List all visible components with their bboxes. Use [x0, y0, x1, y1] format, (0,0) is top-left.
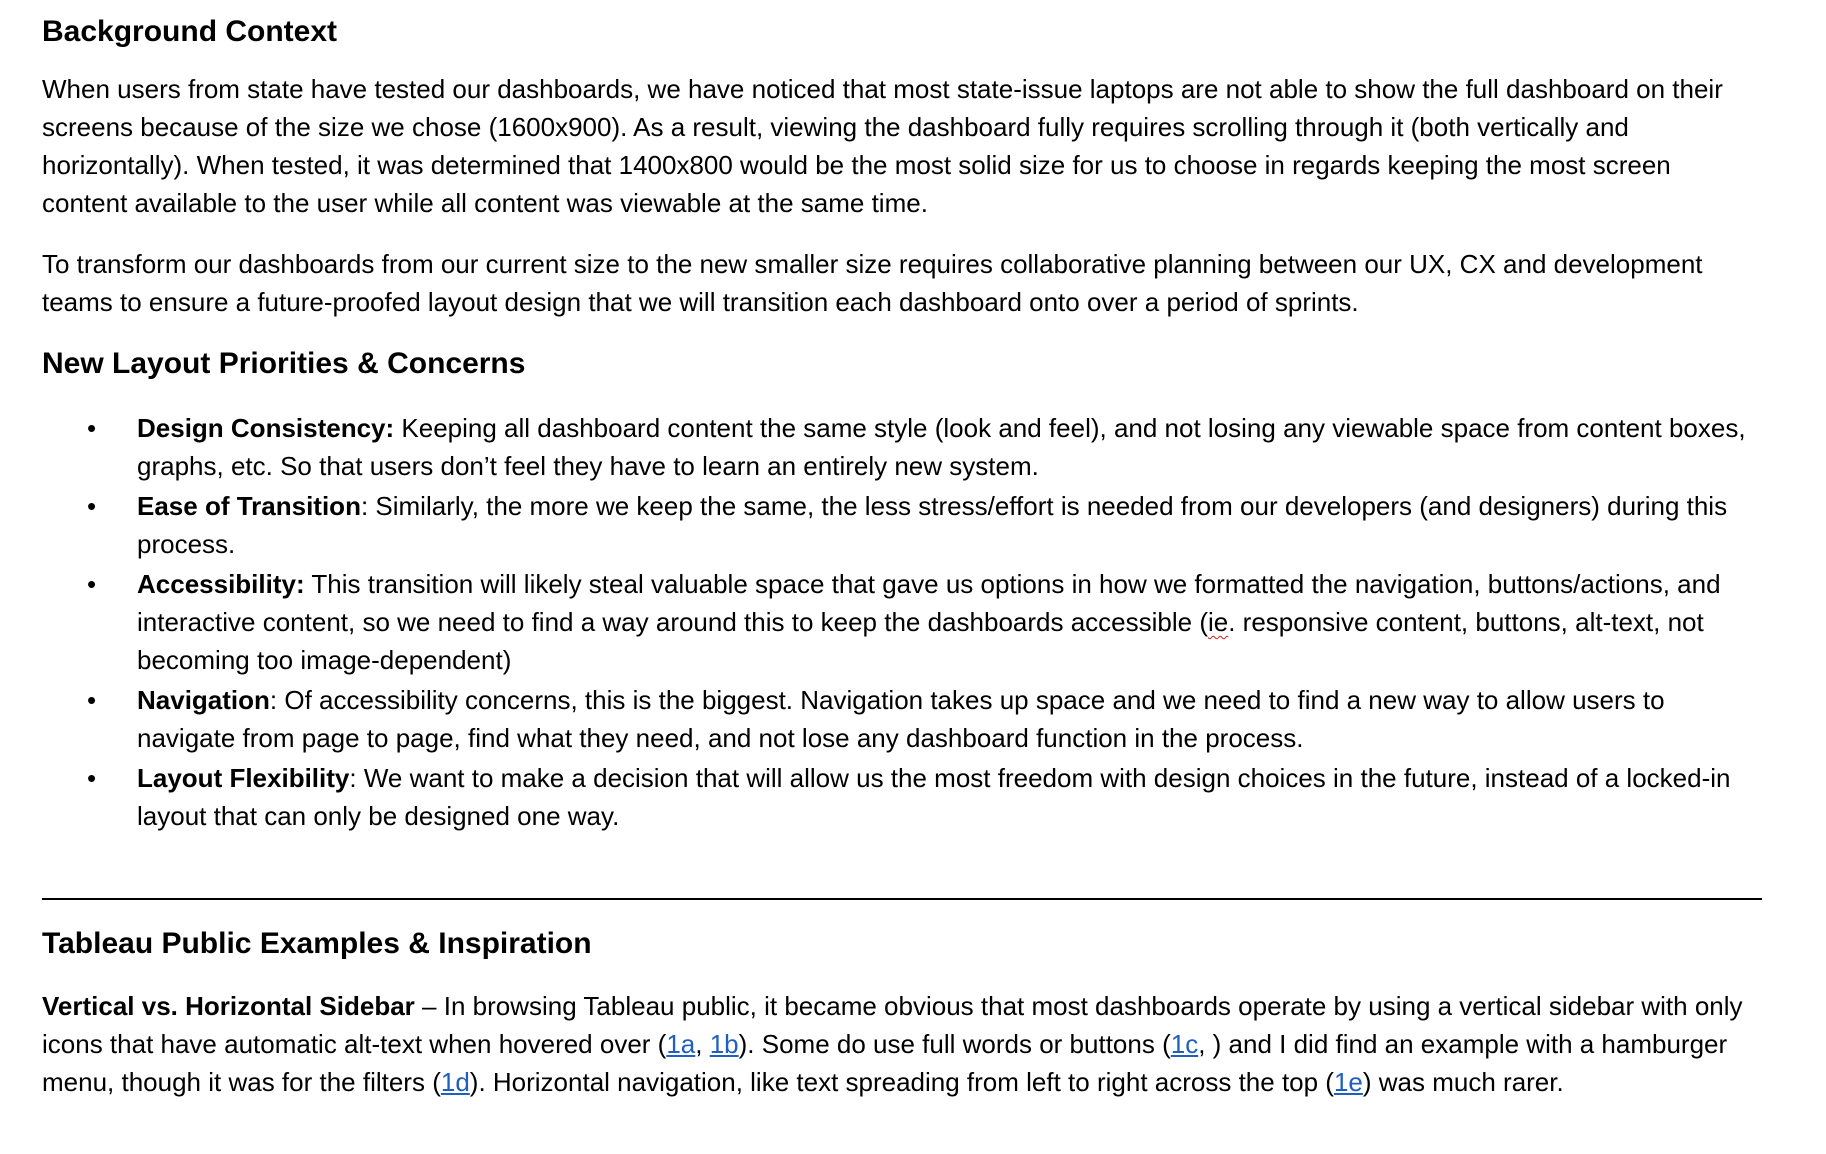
- paragraph-text: – In browsing Tableau public, it became obvious that most dashboards operate by using a vertical sidebar with only icons that have automatic alt-text when hovered over (: [42, 991, 1743, 1059]
- bullet-icon: •: [87, 491, 97, 521]
- sidebar-term: Vertical vs. Horizontal Sidebar: [42, 991, 415, 1021]
- paragraph-text: , ) and I did find an example with a hamburger menu, though it was for the filters (: [42, 1029, 1728, 1097]
- link-1a[interactable]: 1a: [666, 1029, 696, 1059]
- list-item-accessibility: [42, 565, 1762, 679]
- item-text: Keeping all dashboard content the same style (look and feel), and not losing any viewable space from content boxes, graphs, etc. So that users don’t feel they have to learn an entirely new system.: [137, 413, 1746, 481]
- document-body: [42, 12, 1762, 1101]
- sidebar-paragraph: [42, 987, 1762, 1101]
- link-1c[interactable]: 1c: [1170, 1029, 1199, 1059]
- list-item-design-consistency: [42, 409, 1762, 485]
- bullet-icon: •: [87, 763, 97, 793]
- bullet-icon: •: [87, 413, 97, 443]
- priorities-heading: New Layout Priorities & Concerns: [42, 347, 526, 380]
- link-1d[interactable]: 1d: [440, 1067, 470, 1097]
- background-heading: Background Context: [42, 15, 338, 48]
- item-text: This transition will likely steal valuable space that gave us options in how we formatted the navigation, buttons/actions, and interactive content, so we need to find a way around this to keep the dashboards accessible (: [137, 569, 1721, 637]
- paragraph-text: ). Horizontal navigation, like text spreading from left to right across the top (: [469, 1067, 1334, 1097]
- horizontal-rule: [42, 898, 1762, 900]
- priorities-list: [42, 409, 1762, 835]
- link-1b[interactable]: 1b: [709, 1029, 739, 1059]
- item-text: : Similarly, the more we keep the same, the less stress/effort is needed from our developers (and designers) during this process.: [137, 491, 1728, 559]
- background-paragraph-2: To transform our dashboards from our current size to the new smaller size requires collaborative planning between our UX, CX and development teams to ensure a future-proofed layout design that we will transition each dashboard onto over a period of sprints.: [42, 249, 1703, 317]
- bullet-icon: •: [87, 685, 97, 715]
- paragraph-text: ). Some do use full words or buttons (: [738, 1029, 1171, 1059]
- item-term: Navigation: [137, 685, 270, 715]
- list-item-navigation: [42, 681, 1762, 757]
- background-paragraph-1: When users from state have tested our dashboards, we have noticed that most state-issue laptops are not able to show the full dashboard on their screens because of the size we chose (1600x900). As a result, viewing the dashboard fully requires scrolling through it (both vertically and horizontally). When tested, it was determined that 1400x800 would be the most solid size for us to choose in regards keeping the most screen content available to the user while all content was viewable at the same time.: [42, 74, 1723, 218]
- item-term: Ease of Transition: [137, 491, 361, 521]
- paragraph-text: ) was much rarer.: [1362, 1067, 1564, 1097]
- paragraph-text: ,: [695, 1029, 710, 1059]
- link-1e[interactable]: 1e: [1333, 1067, 1363, 1097]
- item-text: : Of accessibility concerns, this is the biggest. Navigation takes up space and we need to find a new way to allow users to navigate from page to page, find what they need, and not lose any dashboard function in the process.: [137, 685, 1665, 753]
- spellcheck-flagged-word[interactable]: ie: [1207, 607, 1229, 637]
- item-text: : We want to make a decision that will allow us the most freedom with design choices in the future, instead of a locked-in layout that can only be designed one way.: [137, 763, 1731, 831]
- tableau-heading: Tableau Public Examples & Inspiration: [42, 927, 592, 960]
- item-term: Layout Flexibility: [137, 763, 350, 793]
- list-item-ease-of-transition: [42, 487, 1762, 563]
- item-term: Accessibility:: [137, 569, 305, 599]
- list-item-layout-flexibility: [42, 759, 1762, 835]
- bullet-icon: •: [87, 569, 97, 599]
- item-text: . responsive content, buttons, alt-text, not becoming too image-dependent): [137, 607, 1704, 675]
- item-term: Design Consistency:: [137, 413, 395, 443]
